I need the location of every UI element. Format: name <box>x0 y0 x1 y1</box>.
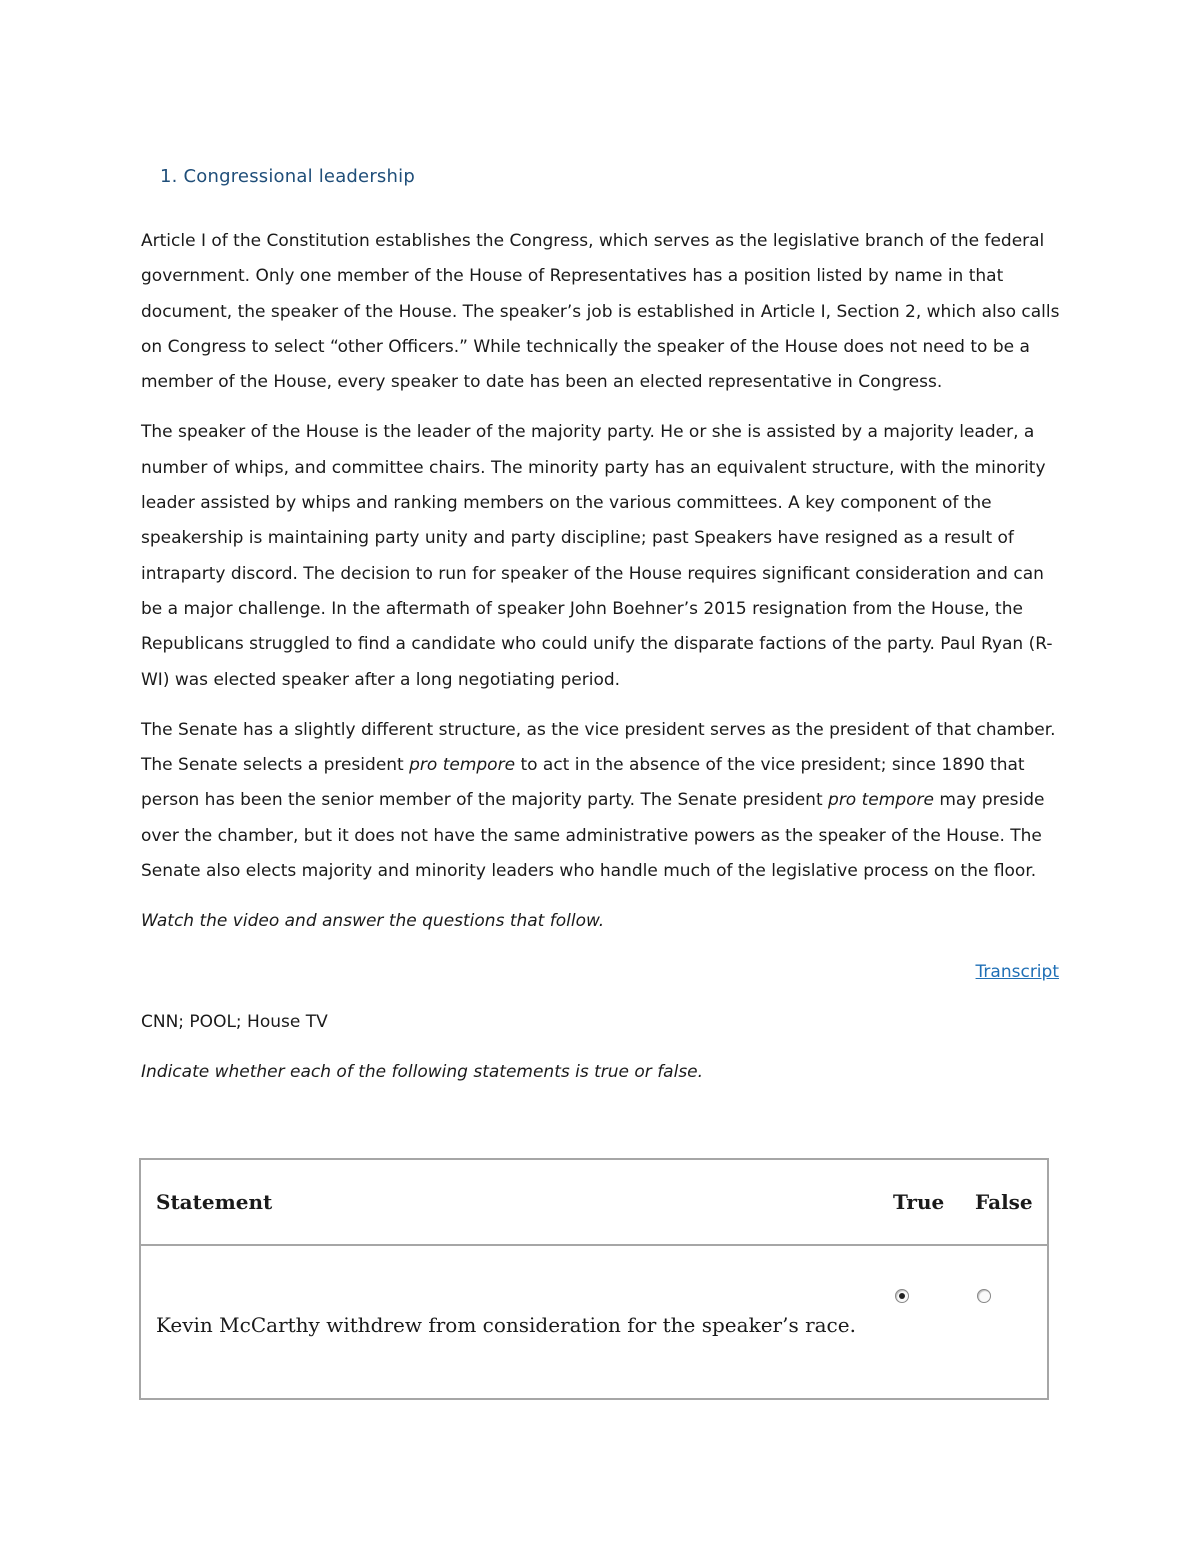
paragraph-senate-part-b: to act in the absence of the vice president; since 1890 that person has been the senior member of the majority party. The Senate president <box>141 755 1025 811</box>
false-cell <box>975 1245 1048 1399</box>
false-radio[interactable] <box>977 1289 991 1303</box>
transcript-row <box>141 955 1059 990</box>
section-number: 1. <box>160 166 178 187</box>
true-cell <box>893 1245 975 1399</box>
header-true: True <box>893 1159 975 1245</box>
transcript-link[interactable]: Transcript <box>975 961 1059 982</box>
paragraph-senate-part-c: may preside over the chamber, but it does not have the same administrative powers as the speaker of the House. The Senate also elects majority and minority leaders who handle much of the legislative process on the floor. <box>141 790 1045 882</box>
header-statement: Statement <box>140 1159 893 1245</box>
video-instruction: Watch the video and answer the questions that follow. <box>141 911 605 932</box>
paragraph-senate-part-a: The Senate has a slightly different structure, as the vice president serves as the president of that chamber. The Senate selects a president <box>141 719 1056 776</box>
video-credit: CNN; POOL; House TV <box>141 1011 328 1032</box>
table-row <box>140 1245 1048 1399</box>
question-instruction: Indicate whether each of the following statements is true or false. <box>141 1062 704 1083</box>
true-radio[interactable] <box>895 1289 909 1303</box>
header-false: False <box>975 1159 1048 1245</box>
true-false-table <box>139 1158 1049 1400</box>
table-header-row <box>140 1159 1048 1245</box>
section-heading <box>160 166 415 187</box>
statement-cell: Kevin McCarthy withdrew from consideration for the speaker’s race. <box>156 1313 856 1337</box>
pro-tempore-italic-1: pro tempore <box>409 755 516 776</box>
section-title: Congressional leadership <box>183 166 415 187</box>
paragraph-senate <box>141 713 1066 889</box>
body-text <box>141 224 1066 1106</box>
paragraph-constitution: Article I of the Constitution establishes the Congress, which serves as the legislative branch of the federal government. Only one member of the House of Representatives has a position listed by name in that document, the speaker of the House. The speaker’s job is established in Article I, Section 2, which also calls on Congress to select “other Officers.” While technically the speaker of the House does not need to be a member of the House, every speaker to date has been an elected representative in Congress. <box>141 231 1060 393</box>
pro-tempore-italic-2: pro tempore <box>828 790 934 811</box>
paragraph-speaker: The speaker of the House is the leader of the majority party. He or she is assisted by a majority leader, a number of whips, and committee chairs. The minority party has an equivalent structure, with the minority leader assisted by whips and ranking members on the various committees. A key component of the speakership is maintaining party unity and party discipline; past Speakers have resigned as a result of intraparty discord. The decision to run for speaker of the House requires significant consideration and can be a major challenge. In the aftermath of speaker John Boehner’s 2015 resignation from the House, the Republicans struggled to find a candidate who could unify the disparate factions of the party. Paul Ryan (R-WI) was elected speaker after a long negotiating period. <box>141 422 1053 690</box>
